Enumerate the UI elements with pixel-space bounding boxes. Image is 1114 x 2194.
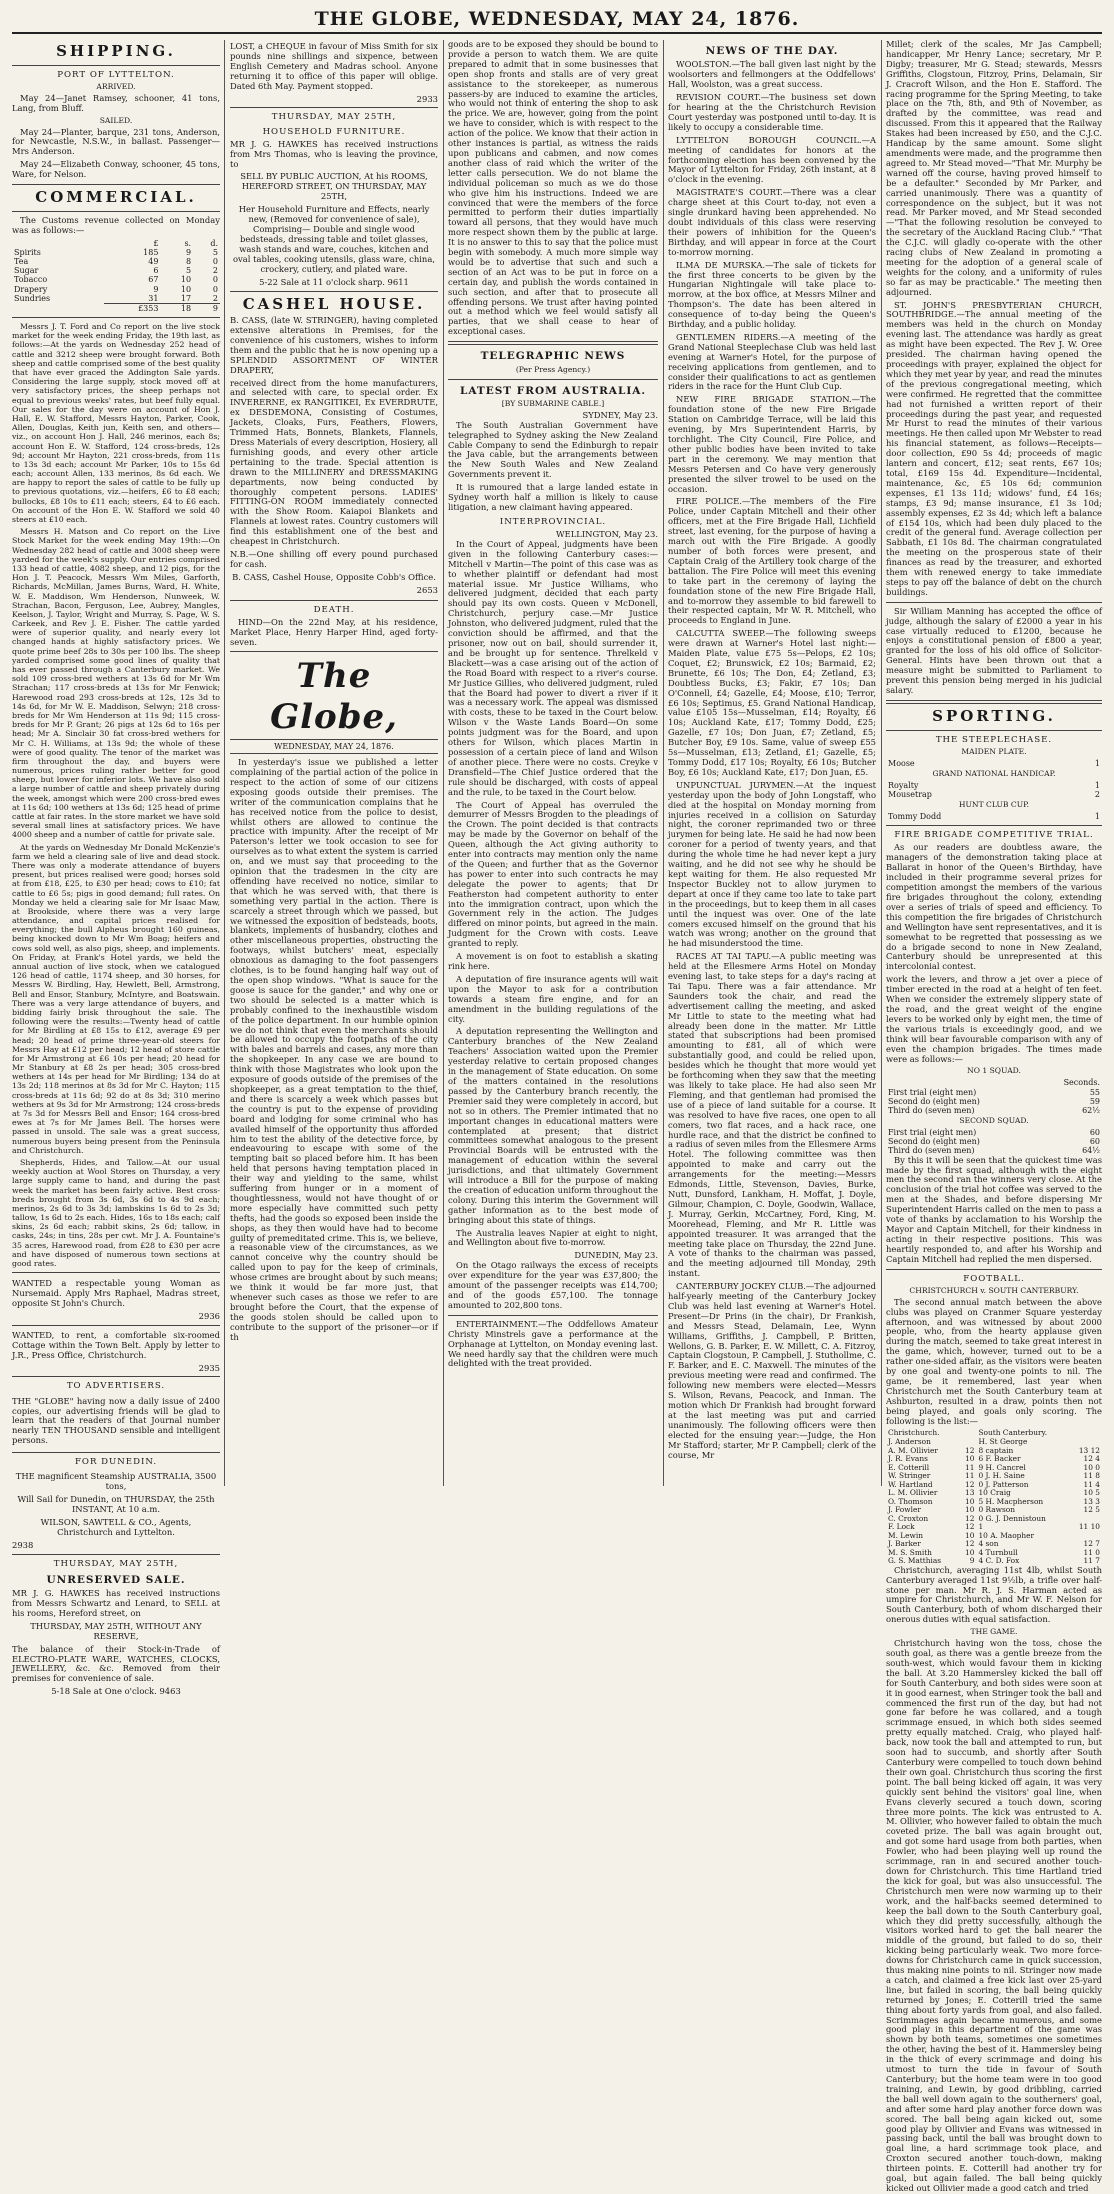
news-item: A deputation representing the Wellington and Canterbury branches of the New Zealand Teachers' Association waited upon the Premier yesterday relative to certain proposed changes in the management of State education. On some of the matters contained in the resolutions passed by the Canterbury branch recently, the Premier said they were completely in accord, but not so in others. The Premier intimated that no important changes in educational matters were contemplated at present; that district committees somewhat analogous to the present Provincial Boards will be entrusted with the management of education within the several jurisdictions, and that ultimately Government will introduce a Bill for the purpose of making the creation of education uniform throughout the colony. During this interim the Government will gather information as to the best mode of bringing about this state of things. xyxy=(448,1026,658,1225)
arrived-label: ARRIVED. xyxy=(96,81,136,91)
customs-row: Tobacco 67 10 0 xyxy=(14,275,218,285)
football-text: The second annual match between the above clubs was played on Cranmer Square yesterday afternoon, and was witnessed by about 2000 people, who, from the hearty applause given during the match, seemed to take great interest in the game, which, however, turned out to be a rather one-sided affair, as the visitors were beaten by one goal and twenty-one points to nil. The game, be it remembered, last year when Christchurch met the South Canterbury team at Ashburton, resulted in a draw, points then not being played, and goals only scoring. The following is the list:— xyxy=(886,1296,1102,1426)
dunedin-ad: THE magnificent Steamship AUSTRALIA, 3500 tons, Will Sail for Dunedin, on THURSDAY, the 25th INSTANT, At 10 a.m. WILSON, SAWTELL & CO., Agents, Christchurch and Lyttelton. 2938 xyxy=(12,1470,220,1554)
household-text: MR J. G. HAWKES has received instructions from Mrs Thomas, who is leaving the province, to xyxy=(230,138,438,169)
column-1 xyxy=(12,40,220,1697)
race-title: GRAND NATIONAL HANDICAP. xyxy=(932,768,1056,778)
column-5 xyxy=(886,39,1103,2193)
advertisers-heading: TO ADVERTISERS. xyxy=(66,1381,166,1392)
news-item: LYTTELTON BOROUGH COUNCIL.—A meeting of candidates for honors at the forthcoming election has been convened by the Mayor of Lyttelton for Friday, 26th instant, at 8 o'clock in the evening. xyxy=(668,134,876,185)
race-results: Tommy Dodd 1 xyxy=(888,812,1100,822)
unreserved-when: THURSDAY, MAY 25TH, WITHOUT ANY RESERVE, xyxy=(30,1620,202,1641)
household-footer: 5-22 Sale at 11 o'clock sharp. 9611 xyxy=(259,276,409,287)
customs-row: Drapery 9 10 0 xyxy=(14,284,218,294)
race-results: Royalty 1 Mousetrap 2 xyxy=(888,780,1100,800)
customs-total: £353 18 9 xyxy=(12,303,220,313)
news-item: CANTERBURY JOCKEY CLUB.—The adjourned half-yearly meeting of the Canterbury Jockey Club was held last evening at Warner's Hotel. Present—Dr Prins (in the chair), Dr Frankish, and Messrs Stead, Delamain, Lee, Wynn Williams, Griffiths, J. Campbell, P. Britten, Wellons, G. B. Parker, E. W. Millett, C. A. Fitzroy, Captain Clogstoun, P. Campbell, J. Stuthollme, C. F. Barker, and E. C. Maxwell. The minutes of the previous meeting were read and confirmed. The following new members were elected—Messrs S. Wilson, Revans, Peacock, and Inman. The motion which Dr Frankish had brought forward at the last meeting was put and carried unanimously. The following officers were then elected for the ensuing year:—Judge, the Hon Mr Stafford; starter, Mr P. Campbell; clerk of the course, Mr xyxy=(668,1281,876,1460)
news-item: The South Australian Government have telegraphed to Sydney asking the New Zealand Cable Company to send the Edinburgh to repair the Java cable, but the arrangements between the New South Wales and New Zealand Governments prevent it. xyxy=(448,419,658,480)
leader-article: In yesterday's issue we published a letter complaining of the partial action of the police in respect to the action of some of our citizens exposing goods outside their premises. The writer of the communication complains that he has received notice from the police to desist, whilst others are allowed to continue the practice with impunity. After the receipt of Mr Paterson's letter we took occasion to see for ourselves as to what extent the system is carried on, and we must say that proceeding to the opinion that the tradesmen in the city are offending have received no notice, similar to that which he was served with, that there is something very partial in the action. There is scarcely a street through which we passed, but we witnessed the exposition of bedsteads, boots, blankets, implements of husbandry, clothes and other miscellaneous properties, obstructing the footways, whilst butchers' meat, especially obnoxious as damaging to the foot passengers clothes, is to be found hanging half way out of the open shop windows. "What is sauce for the goose is sauce for the gander," and why one or two should be selected is a matter which is probably confined to the inexhaustible wisdom of the police department. In our humble opinion we do not think that even the merchants should be allowed to occupy the footpaths of the city with bales and barrels and cases, any more than the shopkeeper. In any case we are bound to think with those Magistrates who look upon the exposure of goods outside of the premises of the shopkeeper, as a great temptation to the thief, and there is scarcely a week which passes but the country is put to the expense of providing board and lodging for some criminal who has availed himself of the opportunity thus afforded him to test the ability of the detective force, by endeavouring to escape with some of the tempting bait so placed before him. It has been held that persons having temptation placed in their way and yielding to the same, whilst suffering from hunger or in a moment of thoughtlessness, would not have thought of or more especially have committed such petty thefts, had the goods so exposed been inside the shops, as they then would have had to become guilty of premeditated crime. This is, we believe, a reasonable view of the circumstances, as we cannot conceive why the country should be called upon to pay for the keep of criminals, whose crimes are brought about by such means; we think it would be far more just, that whenever such cases as those we refer to are brought before the Court, that the expense of the goods stolen should be called upon to contribute to the support of the prisoner—or if th xyxy=(230,757,439,1342)
stock-report: Messrs J. T. Ford and Co report on the live stock market for the week ending Friday, the 19th last, as follows:—At the yards on Wednesday 252 head of cattle and 3212 sheep were brought forward. Both sheep and cattle comprised some of the best quality that have ever graced the Addington Sale yards. Considering the large supply, stock moved off at very satisfactory prices, the sheep perhaps not equal to previous weeks' rates, but beef fully equal. Our sales for the day were on account of Hon J. Hall, E. W. Stafford, Messrs Hayton, Parker, Cook, Allen, Douglas, Keith jun, Keith sen, and others—viz., on account Hon J. Hall, 246 merinos, each 8s; account Hon E. W. Stafford, 124 cross-breds, 12s 9d; account Mr Hayton, 221 cross-breds, from 11s to 13s 3d each; account Mr Parker, 10s to 15s 6d each; account Allen, 133 merinos, 8s 6d each. We are happy to report the sales of cattle to be fully up to previous quotations, viz.—heifers, £6 to £8 each; bullocks, £8 10s to £11 each; steers, £4 to £6 each. On account of the Hon E. W. Stafford we sold 40 steers at £10 each. xyxy=(12,322,220,525)
customs-intro: The Customs revenue collected on Monday was as follows:— xyxy=(12,214,220,235)
news-item: MAGISTRATE'S COURT.—There was a clear charge sheet at this Court to-day, not even a single drunkard having been apprehended. No doubt individuals of this class were reserving their powers of inhibition for the Queen's Birthday, and will appear in force at the Court to-morrow morning. xyxy=(668,187,876,257)
australia-dateline: SYDNEY, May 23. xyxy=(582,409,658,420)
unreserved-text: MR J. G. HAWKES has received instructions from Messrs Schwartz and Lenard, to SELL at his rooms, Hereford street, on xyxy=(12,1588,220,1618)
cashel-text: B. CASS, (late W. STRINGER), having completed extensive alterations in Premises, for the convenience of his customers, wishes to inform them and the public that he is now opening up a SPLENDID ASSORTMENT OF WINTER DRAPERY, xyxy=(230,315,438,375)
cashel-heading: CASHEL HOUSE. xyxy=(242,295,426,314)
race-results: Moose 1 xyxy=(888,758,1100,768)
commercial-heading: COMMERCIAL. xyxy=(35,188,197,207)
column-divider xyxy=(663,40,664,1486)
advertisers-notice: THE "GLOBE" having now a daily issue of 2400 copies, our advertising friends will be glad to learn that the readers of that Journal number nearly TEN THOUSAND sensible and intelligent persons. xyxy=(12,1395,220,1454)
news-item: In the Court of Appeal, judgments have been given in the following Canterbury cases:—Mitchell v Martin—The point of this case was as to whether plaintiff or defendant had most material issue. Mr Justice Williams, who delivered judgment, decided that each party should pay its own costs. Queen v McDonell, Christchurch, perjury case.—Mr Justice Johnston, who delivered judgment, ruled that the conviction should be affirmed, and that the prisoner, now out on bail, should surrender it, and be brought up for sentence. Threlkeld v Blackett—was a case arising out of the action of the Road Board with respect to a river's course. Mr Justice Gillies, who delivered judgment, ruled that the Board had power to divert a river if it was a necessary work. The appeal was dismissed with costs, these to be taxed in the Court below. Wilson v the Waste Lands Board—On some points judgment was for the Board, and upon others for Wilson, which places Martin in possession of a certain piece of land and Wilson of another piece. There were no costs. Creyke v Dransfield—The Chief Justice ordered that the rule should be discharged, with costs of appeal and the rule, to be taxed in the Court below. xyxy=(448,538,658,797)
football-match: CHRISTCHURCH v. SOUTH CANTERBURY. xyxy=(909,1285,1079,1295)
sailing-entry: May 24—Elizabeth Conway, schooner, 45 tons, Ware, for Nelson. xyxy=(12,159,220,180)
news-item: GENTLEMEN RIDERS.—A meeting of the Grand National Steeplechase Club was held last evening at Warner's Hotel, for the purpose of receiving applications from gentlemen, and to consider their qualifications to act as gentlemen riders in the race for the Hunt Club Cup. xyxy=(668,331,876,392)
column-divider xyxy=(224,40,225,1486)
column-4 xyxy=(668,40,876,1486)
race-title: HUNT CLUB CUP. xyxy=(958,800,1030,810)
news-item: A movement is on foot to establish a skating rink here. xyxy=(448,951,658,972)
interprovincial-dateline: DUNEDIN, May 23. xyxy=(574,1250,658,1261)
wanted-ad: WANTED, to rent, a comfortable six-roomed Cottage within the Town Belt. Apply by letter to J.R., Press Office, Christchurch. 2935 xyxy=(12,1329,220,1378)
unreserved-heading: UNRESERVED SALE. xyxy=(46,1573,186,1586)
news-item: The Australia leaves Napier at eight to night, and Wellington about five to-morrow. xyxy=(448,1227,658,1248)
unreserved-date: THURSDAY, MAY 25TH, xyxy=(53,1558,179,1569)
column-3 xyxy=(448,40,658,1486)
fire-trial-text: work the levers, and throw a jet over a piece of timber erected in the road at a height of ten feet. When we consider the extremely slippery state of the road, and the great weight of the engine levers to be worked only by eight men, the time of the various trials is exceedingly good, and we think will bear favourable comparison with any of even the champion brigades. The times made were as follows:— xyxy=(886,974,1102,1064)
household-date: THURSDAY, MAY 25TH, xyxy=(271,112,397,123)
cashel-signature: B. CASS, Cashel House, Opposite Cobb's Office. xyxy=(232,571,436,582)
news-of-the-day-heading: NEWS OF THE DAY. xyxy=(705,45,839,57)
customs-row: Sundries 31 17 2 xyxy=(14,293,218,303)
leader-article-cont: goods are to be exposed they should be bound to provide a person to watch them. We are quite prepared to admit that in some businesses that open shop fronts and stalls are of very great assistance to the storekeeper, as numerous passers-by are induced to examine the articles, who would not think of entering the shop to ask the price. We are, however, going from the point we have to consider, which is with respect to the action of the police. We know that their action in other instances is partial, as witness the raids upon publicans and cabmen, and now comes another class of raid which the writer of the letter calls persecution. We do not blame the individual policeman so much as we do those who give him his instructions. Indeed we are convinced that were the members of the force permitted to perform their duties impartially toward all persons, that they would have much more respect shown them by the public at large. It is no answer to this to say that the police must begin with somebody. A much more simple way would be to advertise that such and such a section of an Act was to be put in force on a certain day, and publish the words contained in such section, and after that to prosecute all offending persons. We trust after having pointed out a method which we feel would satisfy all parties, that we shall cease to hear of exceptional cases. xyxy=(448,39,658,337)
customs-table: £ s. d. Spirits 185 9 5 Tea 49 8 0 Sugar 6 5 2 Tobacco 67 10 0 Drapery 9 10 0 Sundries 31 17 2 £353 18 9 xyxy=(14,238,218,313)
news-item: UNPUNCTUAL JURYMEN.—At the inquest yesterday upon the body of John Longstaff, who died at the hospital on Monday morning from injuries received in a collision on Saturday night, the coroner reprimanded two or three jurymen for being late. He said he had now been coroner for a period of twenty years, and that during the whole time he had never kept a jury waiting, and he did not see why he should be kept waiting for them. He also requested Mr Inspector Buckley not to allow jurymen to depart at once if they came too late to take part in the proceedings, but to keep them in all cases until the inquest was over. One of the late comers excused himself on the ground that his watch was wrong; another on the ground that he had misunderstood the time. xyxy=(668,779,876,949)
squad-times: Seconds. First trial (eight men) 55 Second do (eight men) 59 Third do (seven men) 62½ xyxy=(888,1078,1100,1115)
news-item: ST. JOHN'S PRESBYTERIAN CHURCH, SOUTHBRIDGE.—The annual meeting of the members was held in the church on Monday evening last. The attendance was hardly as great as might have been expected. The Rev J. W. Oree presided. The chairman having opened the proceedings with prayer, explained the object for which they met year by year, and read the minutes of the previous congregational meeting, which were confirmed. He regretted that the committee had not furnished a written report of their proceedings during the past year, and requested Mr Hurst to read the minutes of their various meetings. He then called upon Mr Webster to read his financial statement, as follows—Receipts—door collection, £90 5s 4d; proceeds of magic lantern and concert, £12; seat rents, £67 10s; total, £169 15s 4d. Expenditure—Incidental, maintenance, &c, £5 10s 6d; communion expenses, £1 13s 11d; widows' fund, £4 16s; stamps, £3 9d; manse insurance, £1 3s 10d; assembly expenses, £2 3s 4d; which left a balance of £154 10s, which had been duly placed to the credit of the general fund. Average collection per Sabbath, £1 10s 8d. The chairman congratulated the meeting on the prosperous state of their finances as read by the treasurer, and exhorted them with renewed energy to take immediate steps to pay off the balance of debt on the church buildings. xyxy=(886,299,1103,597)
news-item: REVISION COURT.—The business set down for hearing at the the Christchurch Revision Court yesterday was postponed until to-day. It is likely to occupy a considerable time. xyxy=(668,92,876,132)
australia-sub: [BY SUBMARINE CABLE.] xyxy=(501,398,605,408)
household-heading: HOUSEHOLD FURNITURE. xyxy=(262,126,406,137)
customs-row: Tea 49 8 0 xyxy=(14,256,218,266)
paper-title: The Globe, xyxy=(270,656,398,737)
steeplechase-heading: THE STEEPLECHASE. xyxy=(935,734,1053,745)
race-title: MAIDEN PLATE. xyxy=(961,746,1027,756)
squad-times: First trial (eight men) 60 Second do (eight men) 60 Third do (seven men) 64½ xyxy=(888,1128,1100,1156)
wanted-ad: WANTED a respectable young Woman as Nursemaid. Apply Mrs Raphael, Madras street, opposite St John's Church. 2936 xyxy=(12,1277,220,1326)
column-divider xyxy=(881,40,882,1486)
shipping-heading: SHIPPING. xyxy=(56,42,176,60)
news-item: RACES AT TAI TAPU.—A public meeting was held at the Ellesmere Arms Hotel on Monday evening last, to take steps for a day's racing at Tai Tapu. There was a fair attendance. Mr Saunders took the chair, and read the advertisement calling the meeting, and asked Mr Little to state to the meeting what had already been done in the matter. Mr Little stated that subscriptions had been promised amounting to £81, all of which were substantially good, and could be relied upon, besides which he thought that more would yet be forthcoming when they saw that the meeting was likely to take place. He had also seen Mr Fleming, and that gentleman had promised the use of a piece of land suitable for a course. It was resolved to have five races, one open to all comers, two flat races, and a hack race, one hurdle race, and that the district be confined to a radius of seven miles from the Ellesmere Arms Hotel. The following committee was then appointed to make and carry out the arrangements for the meeting:—Messrs Edmonds, Little, Stevenson, Davies, Burke, Nutt, Dunsford, Lankham, H. Moffat, J. Doyle, Gilmour, Champion, C. Doyle, Goodwin, Wallace, J. Murray, Gerkin, McCartney, Ford, King, M. Moorehead, Fleming, and Mr R. Little was appointed treasurer. It was arranged that the meeting take place on Thursday, the 22nd June. A vote of thanks to the chairman was passed, and the meeting adjourned till Monday, 29th instant. xyxy=(668,951,876,1279)
sailing-entry: May 24—Planter, barque, 231 tons, Anderson, for Newcastle, N.S.W., in ballast. Passenger—Mrs Anderson. xyxy=(12,126,220,157)
telegraphic-sub: (Per Press Agency.) xyxy=(515,364,591,374)
fire-trial-heading: FIRE BRIGADE COMPETITIVE TRIAL. xyxy=(894,830,1094,841)
news-item: The Court of Appeal has overruled the demurrer of Messrs Brogden to the pleadings of the Crown. The point decided is that contracts may be made by the Governor on behalf of the Queen, although the Act giving authority to enter into contracts may mention only the name of the Queen; and further that as the Governor has power to enter into such contracts he may delegate the power to agents; that Dr Featherston had competent authority to enter into the immigration contract, upon which the Government rely in the action. The Judges differed on minor points, but agreed in the main. Judgment for the Crown with costs. Leave granted to reply. xyxy=(448,799,658,949)
news-item: A deputation of fire insurance agents will wait upon the Mayor to ask for a contribution towards a steam fire engine, and for an amendment in the building regulations of the city. xyxy=(448,973,658,1024)
paper-dateline: WEDNESDAY, MAY 24, 1876. xyxy=(230,739,438,754)
port-heading: PORT OF LYTTELTON. xyxy=(57,69,175,80)
customs-row: Spirits 185 9 5 xyxy=(14,247,218,257)
interprovincial-heading: INTERPROVINCIAL. xyxy=(499,516,607,527)
squad-title: NO 1 SQUAD. xyxy=(967,1066,1021,1076)
football-text: Christchurch, averaging 11st 4lb, whilst South Canterbury averaged 11st 9½lb, a trifle over half-stone per man. Mr R. J. S. Harman acted as umpire for Christchurch, and Mr W. F. Nelson for South Canterbury, both of whom discharged their onerous duties with equal satisfaction. xyxy=(886,1564,1102,1625)
cashel-number: 2653 xyxy=(416,584,438,595)
news-item: CALCUTTA SWEEP.—The following sweeps were drawn at Warner's Hotel last night:—Maiden Plate, value £75 5s—Pelops, £2 10s; Coquet, £2; Brunswick, £2 10s; Barmaid, £2; Brunette, £6 10s; The Don, £4; Zetland, £3; Doubtless Bucks, £3; Fakir, £7 10s; Dan O'Connell, £4; Gazelle, £4; Moose, £10; Terror, £6 10s; Septimus, £5. Grand National Handicap, value £105 15s—Musselman, £14; Royalty, £6 10s; Auckland Kate, £17; Tommy Dodd, £25; Gazelle, £7 10s; Don Juan, £7; Zetland, £5; Butcher Boy, £9 10s. Same, value of sweep £55 5s—Musselman, £13; Zetland, £1; Gazelle, £5; Tommy Dodd, £17 10s; Royalty, £6 10s; Butcher Boy, £6 10s; Auckland Kate, £17; Don Juan, £5. xyxy=(668,628,876,777)
news-item-cont: Millet; clerk of the scales, Mr Jas Campbell; handicapper, Mr Henry Lance; secretary, Mr P. Digby; treasurer, Mr G. Stead; stewards, Messrs Griffiths, Clogstoun, Fitzroy, Prins, Delamain, Sir J. Cracroft Wilson, and the Hon E. Stafford. The racing programme for the Spring Meeting, to take place on the 7th, 8th, and 9th of November, as drafted by the committee, was read and discussed. From this it appeared that the Railway Stakes had been increased by £50, and the C.J.C. Handicap by the same amount. Some slight amendments were made, and the programme then agreed to. Mr Stead moved—"That Mr. Murphy be warned off the course, having proved himself to be a defaulter." Seconded by Mr Parker, and carried unanimously. There was a quantity of correspondence on the subject, but it was not read. Mr Parker moved, and Mr Stead seconded—"That the following resolution be conveyed to the secretary of the Auckland Racing Club." "That the C.J.C. will gladly co-operate with the other racing clubs of New Zealand in promoting a meeting for the adoption of a general scale of weights for the colony, and a uniformity of rules so far as may be practicable." The meeting then adjourned. xyxy=(886,39,1102,297)
masthead-rule xyxy=(12,32,1102,34)
football-text: Christchurch having won the toss, chose the south goal, as there was a gentle breeze from the south-west, which would favour them in kicking the ball. At 3.20 Hammersley kicked the ball off for South Canterbury, and both sides were soon at it in good earnest, when Stringer took the ball and commenced the first run of the day, but had not gone far before he was collared, and a tough scrimmage ensued, in which both sides seemed pretty equally matched. Craig, who played half-back, now took the ball and attempted to run, but soon had to succumb, and shortly after South Canterbury were compelled to touch down behind their own goal. Christchurch thus scoring the first point. The ball being kicked off again, it was very quickly sent behind the visitors' goal line, when Evans cleverly secured a touch down, scoring three more points. The kick was entrusted to A. M. Ollivier, who however failed to obtain the much coveted prize. The ball was again brought out, and got some hard usage from both parties, when Fowler, who had been playing well up round the scrimmage, ran in and secured another touch-down for Christchurch. This time Hartland tried the kick for goal, but was also unsuccessful. The Christchurch men were now warming up to their work, and the half-backs seemed determined to keep the ball down to the South Canterbury goal, which they did pretty successfully, although the visitors worked hard to get the ball nearer the middle of the ground, but failed to do so, their kicking being particularly weak. Two more force-downs for Christchurch came in quick succession, thus making nine points to nil. Stringer now made a catch, and claimed a free kick last over 25-yard line, but failed in scoring, the ball being quickly returned by Jones; E. Cotterill tried the same thing about forty yards from goal, and also failed. Scrimmages again became numerous, and some good play in this department of the game was shown by both teams, sometimes one sometimes the other, having the best of it. Hammersley being in the thick of every scrimmage and doing his utmost to turn the tide in favour of South Canterbury; but the home team were in too good training, and Lewin, by good dribbling, carried the ball well down again to the southerners' goal, and after some hard play another force down was scored. The ball being again kicked out, some good play by Ollivier and Evans was witnessed in passing back, until the ball was brought down to goal line, a hard scrimmage took place, and Croxton secured another touch-down, making thirteen points. E. Cotterill had another try for goal, but again failed. The ball being quickly kicked out Ollivier made a good catch and tried xyxy=(886,1638,1102,2193)
household-text: Her Household Furniture and Effects, nearly new, (Removed for convenience of sale), Comprising— Double and single wood bedsteads, dressing table and toilet glasses, wash stands and ware, couches, kitchen and oval tables, cooking utensils, glass ware, china, crockery, cutlery, and plated ware. xyxy=(233,204,435,274)
unreserved-text: The balance of their Stock-in-Trade of ELECTRO-PLATE WARE, WATCHES, CLOCKS, JEWELLERY, &c. &c. Removed from their premises for convenience of sale. xyxy=(12,1643,220,1684)
death-heading: DEATH. xyxy=(313,604,355,615)
sporting-heading: SPORTING. xyxy=(932,706,1056,725)
football-heading: FOOTBALL. xyxy=(963,1273,1025,1284)
masthead: THE GLOBE, WEDNESDAY, MAY 24, 1876. xyxy=(314,8,800,30)
game-heading: THE GAME. xyxy=(970,1627,1018,1637)
interprovincial-dateline: WELLINGTON, May 23. xyxy=(555,529,658,540)
column-divider xyxy=(443,40,444,1486)
news-item: ILMA DE MURSKA.—The sale of tickets for the first three concerts to be given by the Hungarian Nightingale will take place to-morrow, at the box office, at Messrs Milner and Thompson's. The date has been altered in consequence of to-day being the Queen's Birthday, and a public holiday. xyxy=(668,259,876,330)
column-2 xyxy=(230,40,438,1486)
cashel-note: N.B.—One shilling off every pound purchased for cash. xyxy=(230,548,438,569)
news-item: WOOLSTON.—The ball given last night by the woolsorters and fellmongers at the Oddfellows' Hall, Woolston, was a great success. xyxy=(668,59,876,90)
telegraphic-heading: TELEGRAPHIC NEWS xyxy=(480,350,626,363)
news-item: Sir William Manning has accepted the office of judge, although the salary of £2000 a year in his case virtually reduced to £1200, because he enjoys a constitutional pension of £800 a year, granted for the loss of his old office of Solicitor-General. Hints have been thrown out that a measure might be submitted to Parliament to prevent this pension being merged in his judicial salary. xyxy=(886,605,1102,695)
arrival-entry: May 24—Janet Ramsey, schooner, 41 tons, Lang, from Bluff. xyxy=(12,92,220,113)
fire-trial-text: By this it will be seen that the quickest time was made by the first squad, although with the eight men the second ran the winners very close. At the conclusion of the trial hot coffee was served to the men at the Shades, and before dispersing Mr Superintendent Harris called on the men to pass a vote of thanks by acclamation to his Worship the Mayor and Captain Mitchell, for their kindness in acting in their respective positions. This was heartily responded to, and after his Worship and Captain Mitchell had replied the men dispersed. xyxy=(886,1154,1102,1264)
customs-row: Sugar 6 5 2 xyxy=(14,266,218,276)
cashel-text: received direct from the home manufacturers, and selected with care, to special order. Ex INVERERNE, ex RANGITIKEI, Ex EVERDRUTE, ex DESDEMONA, Consisting of Costumes, Jackets, Cloaks, Furs, Feathers, Flowers, Trimmed Hats, Bonnets, Blankets, Flannels, Dress Materials of every description, Hosiery, all furnishing goods, and every other article pertaining to the trade. Special attention is drawn to the MILLINERY and DRESSMAKING departments, now being conducted by thoroughly competent persons. LADIES' FITTING-ON ROOM immediately connected with the Show Room. Kaiapoi Blankets and Flannels at lowest rates. Country customers will find this establishment one of the best and cheapest in Christchurch. xyxy=(230,377,438,547)
news-item: On the Otago railways the excess of receipts over expenditure for the year was £37,800; the amount of the passenger receipts was £14,700; and of the goods £57,100. The tonnage amounted to 202,800 tons. xyxy=(448,1260,658,1310)
news-item: ENTERTAINMENT.—The Oddfellows Amateur Christy Minstrels gave a performance at the Orphanage at Lyttelton, on Monday evening last. We need hardly say that the children were much delighted with the treat provided. xyxy=(448,1318,658,1369)
death-notice: HIND—On the 22nd May, at his residence, Market Place, Henry Harper Hind, aged forty-seven. xyxy=(230,616,438,647)
football-teams: Christchurch. South Canterbury. J. Anderson H. St George A. M. Ollivier 12 8 captain 13 12 J. R. Evans 10 6 F. Backer 12 4 E. Cotterill 11 9 H. Cancrel 10 0 W. Stringer 11 0 J. H. Saine 11 8 W. Hartland 12 0 J. Patterson 11 4 L. M. Ollivier 13 10 Craig 10 5 O. Thomson 10 5 H. Macpherson 13 3 J. Fowler 10 0 Rawson 12 5 C. Croxton 12 0 G. J. Dennistoun F. Lock 12 1 11 10 M. Lewin 10 10 A. Maopher J. Barker 12 4 son 12 7 M. S. Smith 10 4 Turnbull 11 0 G. S. Matthias 9 4 C. D. Fox 11 7 xyxy=(888,1428,1100,1566)
news-item: It is rumoured that a large landed estate in Sydney worth half a million is likely to cause litigation, a new claimant having appeared. xyxy=(448,482,658,512)
sailed-label: SAILED. xyxy=(99,115,133,125)
household-sell: SELL BY PUBLIC AUCTION, At his ROOMS, HEREFORD STREET, ON THURSDAY, MAY 25TH, xyxy=(240,171,428,202)
australia-heading: LATEST FROM AUSTRALIA. xyxy=(459,384,647,397)
fire-trial-text: As our readers are doubtless aware, the managers of the demonstration taking place at Ballarat in honor of the Queen's Birthday, have included in their programme several prizes for competition amongst the members of the various fire brigades throughout the colony, extending over a series of trials of speed and efficiency. To this competition the fire brigades of Christchurch and Wellington have sent representatives, and it is somewhat to be regretted that possessing as we do a brigade second to none in New Zealand, Canterbury should be unrepresented at this intercolonial contest. xyxy=(886,842,1102,972)
stock-report: At the yards on Wednesday Mr Donald McKenzie's farm we held a clearing sale of live and dead stock. There was only a moderate attendance of buyers present, but prices realised were good; horses sold at from £18, £25, to £30 per head; cows to £10; fat cattle to £6 5s; pigs in good demand; full rates. On Monday we held a clearing sale for Mr Isaac Maw, at Brookside, where there was a very large attendance, and capital prices realised for everything; the bull Alpheus brought 160 guineas, being knocked down to Mr Wm Boag; heifers and cows sold well, as also pigs, sheep, and implements. On Friday, at Frank's Hotel yards, we held the annual auction of live stock, when we catalogued 126 head of cattle, 1174 sheep, and 30 horses, for Messrs W. Birdling, Hay, Hewlett, Bell, Armstrong, Bell and Ensor, Stanbury, McIntyre, and Boatswain. There was a very large attendance of buyers, and bidding fairly brisk throughout the sale. The following were the results:—Twenty head of cattle for Mr Birdling at £8 15s to £12, average £9 per head; 20 head of prime three-year-old steers for Messrs Hay at £12 per head; 12 head of store cattle for Mr Armstrong at £6 10s per head; 20 head for Mr Stanbury at £8 2s per head; 305 cross-bred wethers at 14s per head for Mr Birdling; 134 do at 13s 2d; 118 merinos at 8s 3d for Mr C. Hayton; 115 cross-breds at 11s 6d; 92 do at 8s 3d; 310 merino wethers at 9s 3d for Mr Armstrong; 124 cross-breds at 7s 3d for Messrs Bell and Ensor; 164 cross-bred ewes at 7s for Mr James Bell. The horses were passed in unsold. The sale was a great success, numerous buyers being present from the Peninsula and Christchurch. xyxy=(12,842,220,1155)
dunedin-heading: FOR DUNEDIN. xyxy=(74,1457,158,1468)
news-item: NEW FIRE BRIGADE STATION.—The foundation stone of the new Fire Brigade Station on Cambridge Terrace, will be laid this evening, by Mrs Superintendent Harris, by torchlight. The City Council, Fire Police, and other public bodies have been invited to take part in the ceremony. We may mention that Messrs Petersen and Co have very generously presented the silver trowel to be used on the occasion. xyxy=(668,394,876,494)
lost-ad: LOST, a CHEQUE in favour of Miss Smith for six pounds nine shillings and sixpence, between English Cemetery and Madras school. Anyone returning it to office of this paper will oblige. Dated 6th May. Payment stopped. 2933 xyxy=(230,40,438,108)
squad-title: SECOND SQUAD. xyxy=(959,1116,1029,1126)
unreserved-footer: 5-18 Sale at One o'clock. 9463 xyxy=(51,1686,181,1697)
stock-report: Shepherds, Hides, and Tallow.—At our usual weekly auction at Wool Stores on Thursday, a very large supply came to hand, and during the past week the market has been fairly active. Best cross-breds brought from 3s 6d, 3s 6d to 4s 9d each; merinos, 2s 6d to 3s 3d; lambskins 1s 6d to 2s 3d; tallow, 1s 6d to 2s each. Hides, 16s to 18s each; calf skins, 2s 6d each; rabbit skins, 2s 6d; tallow, in casks, 24s; in tins, 28s per cwt. Mr J. A. Fountaine's 35 acres, Harewood road, from £28 to £30 per acre and have disposed of numerous town sections at good rates. xyxy=(12,1157,220,1269)
stock-report: Messrs H. Matson and Co report on the Live Stock Market for the week ending May 19th:—On Wednesday 282 head of cattle and 3008 sheep were yarded for the week's supply. Our entries comprised 133 head of cattle, 4082 sheep, and 12 pigs, for the Hon J. T. Peacock, Messrs Wm Miles, Garforth, Richards, McMillan, James Burns, Ward, H. White, W. E. Maddison, Wm Henderson, Nunweek, W. Strachan, Bacon, Ferguson, Lee, Aubrey, Mangles, Keelson, J. Taylor, Wright and Murray, S. Page, W. S. Carkeek, and Rev J. E. Fisher. The cattle yarded were of superior quality, and nearly every lot changed hands at highly satisfactory prices. We quote prime beef 28s to 30s per 100 lbs. The sheep yarded comprised some good lines of quality that has ever passed through a Canterbury market. We sold 109 cross-bred wethers at 13s 6d for Mr Wm Strachan; 117 cross-breds at 13s for Mr Fenwick; Harewood road 293 cross-breds at 12s, 12s 3d to 14s 6d, for Mr W. E. Maddison, Selwyn; 218 cross-breds for Mr Wm Henderson at 11s 9d; 115 cross-breds for Mr P. Grant; 26 pigs at 12s 6d to 16s per head; Mr A. Sinclair 30 fat cross-bred wethers for Mr C. H. Williams, at 13s 9d; the whole of these were of good quality. The tenor of the market was firm throughout the day, and buyers were numerous, prices ruling rather better for good sheep, but lower for inferior lots. We have also sold a large number of cattle and sheep privately during the week, amongst which were 200 cross-bred ewes at 11s 6d; 100 wethers at 13s 6d; 125 head of prime cattle at fair rates. In the store market we have sold several small lines at satisfactory prices. We have 4000 sheep and a number of cattle for private sale. xyxy=(12,527,220,840)
news-item: FIRE POLICE.—The members of the Fire Police, under Captain Mitchell and their other officers, met at the Fire Brigade Hall, Lichfield street, last evening, for the purpose of having a march out with the Fire Brigade. A goodly number of both forces were present, and Captain Craig of the Artillery took charge of the battalion. The Fire Police will meet this evening to take part in the ceremony of laying the foundation stone of the new Fire Brigade Hall, and to-morrow they assemble to bid farewell to their respected captain, Mr W. R. Mitchell, who proceeds to England in June. xyxy=(668,496,876,626)
